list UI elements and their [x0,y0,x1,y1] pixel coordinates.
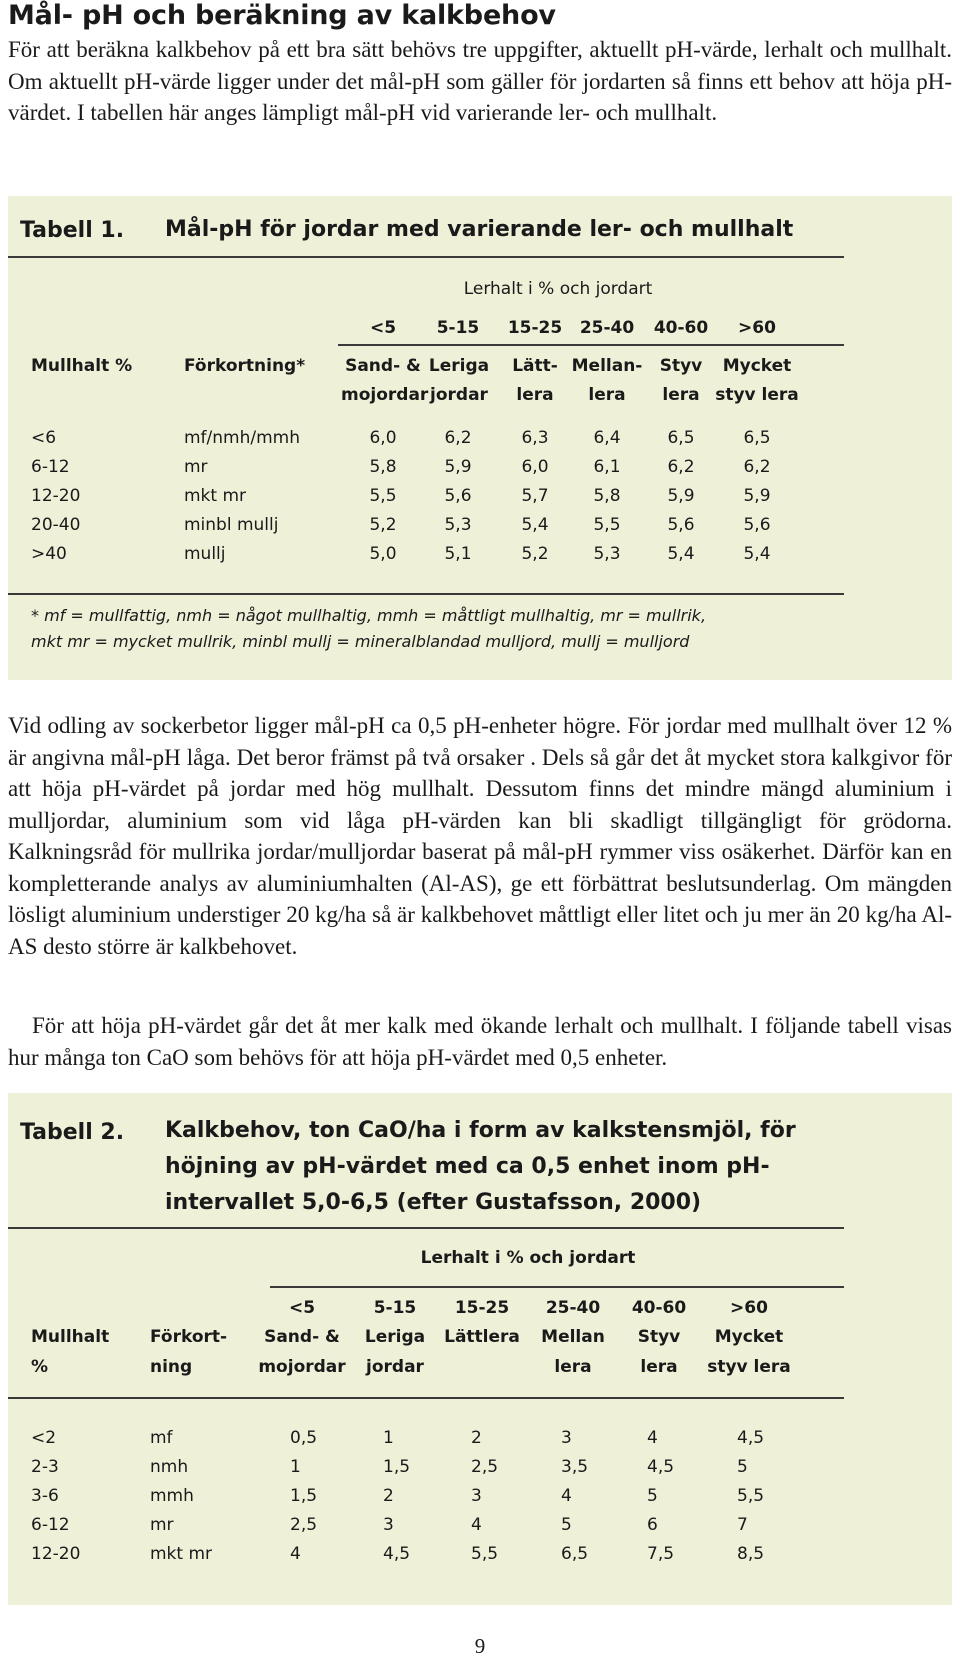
table2-header-rule [8,1397,844,1399]
table2-row-3-mullhalt: 6-12 [31,1515,70,1535]
table2-row-0-value-2: 2 [471,1428,482,1448]
table1-row-3-value-2: 5,4 [521,515,549,535]
table2-row-4-value-5: 8,5 [737,1544,765,1564]
table2-top-rule [8,1227,844,1229]
table2-row-2-value-0: 1,5 [290,1486,318,1506]
table1-col-abbr: Förkortning* [184,356,306,376]
table2-row-4-mullhalt: 12-20 [31,1544,81,1564]
table1-row-1-value-3: 6,1 [593,457,621,477]
table2-type-l1-4: Styv [637,1327,681,1347]
table1-group-header: Lerhalt i % och jordart [463,279,653,299]
table1-type-l2-5: styv lera [715,385,799,405]
table2-row-3-value-2: 4 [471,1515,482,1535]
table2-group-header: Lerhalt i % och jordart [420,1248,636,1268]
table2-type-l2-4: lera [640,1357,678,1377]
table1-row-0-value-3: 6,4 [593,428,621,448]
table2-row-3-value-4: 6 [647,1515,658,1535]
table1-row-2-value-0: 5,5 [369,486,397,506]
table1-type-l2-3: lera [588,385,626,405]
table1-type-l2-0: mojordar [341,385,429,405]
table1-type-l1-1: Leriga [428,356,490,376]
table2-row-3-value-0: 2,5 [290,1515,318,1535]
table2-row-1-mullhalt: 2-3 [31,1457,59,1477]
table1-row-4-mullhalt: >40 [31,544,67,564]
table2-row-3-abbr: mr [150,1515,174,1535]
table1-row-4-value-4: 5,4 [667,544,695,564]
table2-row-1-value-3: 3,5 [561,1457,589,1477]
table2-box [8,1093,952,1605]
table1-row-0-value-0: 6,0 [369,428,397,448]
table1-row-3-abbr: minbl mullj [184,515,279,535]
table2-col-abbr-2: ning [150,1357,193,1377]
table2-row-2-mullhalt: 3-6 [31,1486,59,1506]
table1-title: Mål-pH för jordar med varierande ler- och mullhalt [165,217,794,242]
table2-row-1-value-0: 1 [290,1457,301,1477]
table1-type-l2-1: jordar [430,385,488,405]
table1-row-1-value-0: 5,8 [369,457,397,477]
table2-type-l2-0: mojordar [258,1357,346,1377]
table1-type-l1-2: Lätt- [512,356,558,376]
table1-label: Tabell 1. [20,218,125,243]
table1-row-2-abbr: mkt mr [184,486,247,506]
table1-row-0-mullhalt: <6 [31,428,57,448]
table1-row-3-value-0: 5,2 [369,515,397,535]
table1-row-3-value-1: 5,3 [444,515,472,535]
table2-range-2: 15-25 [454,1298,510,1318]
table2-row-0-abbr: mf [150,1428,173,1448]
table2-range-0: <5 [288,1298,316,1318]
table2-row-2-value-4: 5 [647,1486,658,1506]
table1-row-2-value-5: 5,9 [743,486,771,506]
table1-row-4-value-0: 5,0 [369,544,397,564]
table1-range-2: 15-25 [507,318,563,338]
table1-row-1-abbr: mr [184,457,208,477]
table2-row-1-value-2: 2,5 [471,1457,499,1477]
table1-type-l1-3: Mellan- [571,356,643,376]
table2-type-l2-3: lera [554,1357,592,1377]
table1-row-1-value-4: 6,2 [667,457,695,477]
table2-row-0-mullhalt: <2 [31,1428,57,1448]
table2-row-0-value-5: 4,5 [737,1428,765,1448]
table1-row-0-value-2: 6,3 [521,428,549,448]
table1-type-l2-2: lera [516,385,554,405]
table2-col-mullhalt-2: % [31,1357,49,1377]
table1-row-3-value-4: 5,6 [667,515,695,535]
table2-row-0-value-1: 1 [383,1428,394,1448]
table1-row-2-mullhalt: 12-20 [31,486,81,506]
table2-range-5: >60 [730,1298,768,1318]
table2-row-0-value-4: 4 [647,1428,658,1448]
table2-row-3-value-1: 3 [383,1515,394,1535]
table1-row-0-value-4: 6,5 [667,428,695,448]
table2-row-1-value-1: 1,5 [383,1457,411,1477]
table1-top-rule [8,256,844,258]
table2-type-l2-1: jordar [366,1357,424,1377]
table2-row-4-value-0: 4 [290,1544,301,1564]
table1-range-5: >60 [738,318,776,338]
table2-group-rule [270,1286,844,1288]
table2-row-1-value-5: 5 [737,1457,748,1477]
table2-row-2-value-2: 3 [471,1486,482,1506]
table2-title-line-3: intervallet 5,0-6,5 (efter Gustafsson, 2000) [165,1190,702,1215]
table2-row-2-value-1: 2 [383,1486,394,1506]
table2-row-1-abbr: nmh [150,1457,189,1477]
table1-range-0: <5 [369,318,397,338]
table2-type-l1-2: Lättlera [444,1327,520,1347]
table1-type-l1-4: Styv [659,356,703,376]
table1-col-mullhalt: Mullhalt % [31,356,133,376]
table2-type-l1-5: Mycket [714,1327,784,1347]
table2-type-l1-3: Mellan [541,1327,605,1347]
table1-row-3-mullhalt: 20-40 [31,515,81,535]
table1-row-2-value-2: 5,7 [521,486,549,506]
table1-type-l1-0: Sand- & [345,356,421,376]
table2-row-1-value-4: 4,5 [647,1457,675,1477]
table2-label: Tabell 2. [20,1120,125,1145]
table1-row-1-value-5: 6,2 [743,457,771,477]
table1-row-4-value-3: 5,3 [593,544,621,564]
table1-row-3-value-3: 5,5 [593,515,621,535]
table1-range-rule [338,344,844,346]
table2-row-2-value-3: 4 [561,1486,572,1506]
table2-row-3-value-5: 7 [737,1515,748,1535]
table1-row-4-value-1: 5,1 [444,544,472,564]
table2-row-2-abbr: mmh [150,1486,194,1506]
table1-row-4-abbr: mullj [184,544,226,564]
table2-row-4-value-1: 4,5 [383,1544,411,1564]
body-paragraph-2: För att höja pH-värdet går det åt mer kalk med ökande lerhalt och mullhalt. I följande tabell visas hur många ton CaO som behövs för att höja pH-värdet med 0,5 enheter. [8,1013,952,1070]
page-number: 9 [474,1634,486,1658]
table2-range-1: 5-15 [373,1298,417,1318]
table1-row-3-value-5: 5,6 [743,515,771,535]
table1-range-4: 40-60 [653,318,709,338]
table2-row-2-value-5: 5,5 [737,1486,765,1506]
page-heading: Mål- pH och beräkning av kalkbehov [8,0,556,31]
table2-range-4: 40-60 [631,1298,687,1318]
table1-row-1-value-2: 6,0 [521,457,549,477]
table2-row-4-value-3: 6,5 [561,1544,589,1564]
table1-type-l1-5: Mycket [722,356,792,376]
table2-type-l1-1: Leriga [364,1327,426,1347]
table2-type-l1-0: Sand- & [264,1327,340,1347]
table2-title-line-2: höjning av pH-värdet med ca 0,5 enhet inom pH- [165,1154,770,1179]
table2-row-0-value-0: 0,5 [290,1428,318,1448]
table1-row-0-abbr: mf/nmh/mmh [184,428,301,448]
table1-box [8,196,952,680]
table2-row-0-value-3: 3 [561,1428,572,1448]
table1-row-4-value-2: 5,2 [521,544,549,564]
body-paragraph-1: Vid odling av sockerbetor ligger mål-pH ca 0,5 pH-enheter högre. För jordar med mullhalt över 12 % är angivna mål-pH låga. Det beror främst på två orsaker . Dels så går det åt mycket stora kalkgivor för att höja pH-värdet på jordar med hög mullhalt. Dessutom finns det mindre mängd aluminium i mulljordar, aluminium som vid låga pH-värden kan bli skadligt tillgängligt för grödorna. Kalkningsråd för mullrika jordar/mulljordar baserat på mål-pH rymmer viss osäkerhet. Därför kan en kompletterande analys av aluminiumhalten (Al-AS), ge ett förbättrat beslutsunderlag. Om mängden lösligt aluminium understiger 20 kg/ha så är kalkbehovet måttligt eller litet och ju mer än 20 kg/ha Al-AS desto större är kalkbehovet. [8,713,952,959]
table2-col-abbr-1: Förkort- [150,1327,228,1347]
table1-row-1-value-1: 5,9 [444,457,472,477]
table2-row-4-value-4: 7,5 [647,1544,675,1564]
table1-footnote-1: * mf = mullfattig, nmh = något mullhaltig, mmh = måttligt mullhaltig, mr = mullrik, [31,606,707,625]
table2-row-4-abbr: mkt mr [150,1544,213,1564]
table1-range-1: 5-15 [436,318,480,338]
table2-title-line-1: Kalkbehov, ton CaO/ha i form av kalkstensmjöl, för [165,1118,796,1143]
table1-row-0-value-1: 6,2 [444,428,472,448]
table2-type-l2-5: styv lera [707,1357,791,1377]
table1-range-3: 25-40 [579,318,635,338]
table2-col-mullhalt-1: Mullhalt [31,1327,110,1347]
table1-row-2-value-1: 5,6 [444,486,472,506]
table1-type-l2-4: lera [662,385,700,405]
table1-footnote-2: mkt mr = mycket mullrik, minbl mullj = mineralblandad mulljord, mullj = mulljord [31,632,690,651]
table1-row-2-value-4: 5,9 [667,486,695,506]
table1-row-2-value-3: 5,8 [593,486,621,506]
table1-row-0-value-5: 6,5 [743,428,771,448]
table1-row-1-mullhalt: 6-12 [31,457,70,477]
table2-range-3: 25-40 [545,1298,601,1318]
table2-row-3-value-3: 5 [561,1515,572,1535]
intro-paragraph: För att beräkna kalkbehov på ett bra sätt behövs tre uppgifter, aktuellt pH-värde, lerhalt och mullhalt. Om aktuellt pH-värde ligger under det mål-pH som gäller för jordarten så finns ett behov att höja pH-värdet. I tabellen här anges lämpligt mål-pH vid varierande ler- och mullhalt. [8,37,952,125]
table1-bottom-rule [8,593,844,595]
table1-row-4-value-5: 5,4 [743,544,771,564]
table2-row-4-value-2: 5,5 [471,1544,499,1564]
